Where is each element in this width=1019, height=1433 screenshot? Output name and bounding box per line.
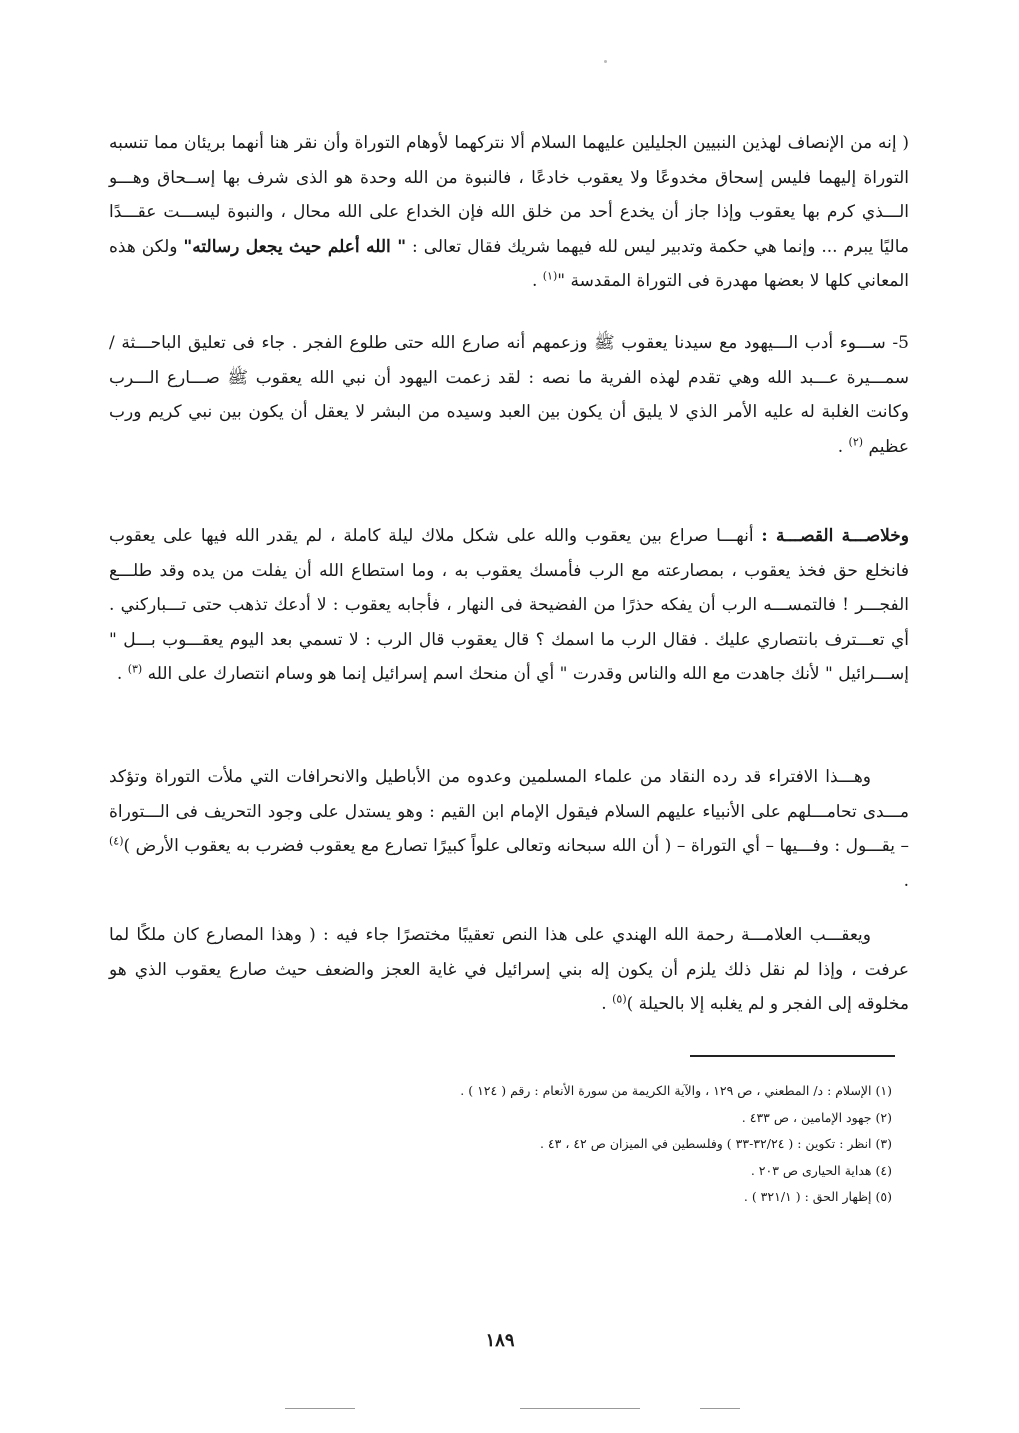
- scan-dot: [604, 60, 607, 63]
- paragraph-2-text: 5- ســـوء أدب الـــيهود مع سيدنا يعقوب ﷺ وزعمهم أنه صارع الله حتى طلوع الفجر . جاء فى تعليق الباحـــثة / سمـــيرة عـــبد الله وهي تقدم لهذه الفرية ما نصه : لقد زعمت اليهود أن نبي الله يعقوب ﷺ صـــارع الـــرب وكانت الغلبة له عليه الأمر الذي لا يليق أن يكون بين العبد وسيده من البشر لا يعقل أن يكون بين نبي كريم ورب عظيم: [109, 333, 909, 457]
- scan-mark: [520, 1408, 640, 1409]
- footnote-ref-5: (٥): [612, 992, 627, 1006]
- footnotes: [292, 1078, 892, 1211]
- end-punct: .: [837, 436, 844, 457]
- scan-mark: [700, 1408, 740, 1409]
- footnote-1: (١) الإسلام : د/ المطعني ، ص ١٢٩ ، والآية الكريمة من سورة الأنعام : رقم ( ١٢٤ ) .: [460, 1083, 892, 1098]
- paragraph-1-text: ( إنه من الإنصاف لهذين النبيين الجليلين عليهما السلام ألا نتركهما لأوهام التوراة وأن نقر هنا أنهما بريئان مما تنسبه التوراة إليهما فليس إسحاق مخدوعًا ولا يعقوب خادعًا ، فالنبوة من الله وحدة هو الذى شرف بها إســحاق وهـــو الـــذي كرم بها يعقوب وإذا جاز أن يخدع أحد من خلق الله فإن الخداع على الله محال ، والنبوة ليســـت عقـــدًا ماليًا يبرم ... وإنما هي حكمة وتدبير ليس لله فيهما شريك فقال تعالى :: [109, 133, 909, 257]
- end-punct: .: [601, 994, 607, 1014]
- footnote-3: (٣) انظر : تكوين : ( ٣٢/٢٤-٣٣ ) وفلسطين في الميزان ص ٤٢ ، ٤٣ .: [539, 1136, 892, 1151]
- footnote-ref-2: (٢): [848, 434, 864, 448]
- summary-heading: وخلاصـــة القصـــة :: [761, 526, 910, 546]
- paragraph-4-text: وهـــذا الافتراء قد رده النقاد من علماء المسلمين وعدوه من الأباطيل والانحرافات التي ملأت التوراة وتؤكد مـــدى تحامـــلهم على الأنبياء عليهم السلام فيقول الإمام ابن القيم : وهو يستدل على وجود التحريف فى الـــتوراة – يقـــول : وفـــيها – أي التوراة – ( أن الله سبحانه وتعالى علواً كبيرًا تصارع مع يعقوب فضرب به يعقوب الأرض ): [109, 767, 909, 856]
- paragraph-3-text: أنهـــا صراع بين يعقوب والله على شكل ملاك ليلة كاملة ، لم يقدر الله فيها على يعقوب فانخلع حق فخذ يعقوب ، بمصارعته مع الرب فأمسك يعقوب به ، وما استطاع الله أن يفلت من يده وقد طلـــع الفجـــر ! فالتمســـه الرب أن يفكه حذرًا من الفضيحة فى النهار ، فأجابه يعقوب : لا أدعك تذهب حتى تـــباركني . أي تعـــترف بانتصاري عليك . فقال الرب ما اسمك ؟ قال يعقوب قال الرب : لا تسمي بعد اليوم يعقـــوب بـــل " إســـرائيل " لأنك جاهدت مع الله والناس وقدرت " أي أن منحك اسم إسرائيل إنما هو وسام انتصارك على الله: [109, 526, 909, 684]
- footnote-ref-4: (٤): [109, 834, 124, 848]
- paragraph-1-tail: ولكن هذه المعاني كلها لا بعضها مهدرة فى التوراة المقدسة ": [109, 236, 909, 291]
- end-punct: .: [531, 271, 538, 291]
- scan-mark: [285, 1408, 355, 1409]
- paragraph-4: [109, 760, 909, 898]
- page-number: ١٨٩: [485, 1330, 515, 1351]
- end-punct: .: [116, 664, 123, 684]
- footnote-ref-3: (٣): [127, 662, 143, 676]
- paragraph-1: [109, 126, 909, 299]
- paragraph-5-text: ويعقـــب العلامـــة رحمة الله الهندي على هذا النص تعقيبًا مختصرًا جاء فيه : ( وهذا المصارع كان ملكًا لما عرفت ، وإذا لم نقل ذلك يلزم أن يكون إله بني إسرائيل في غاية العجز والضعف حيث صارع يعقوب الذي هو مخلوقه إلى الفجر و لم يغلبه إلا بالحيلة ): [109, 925, 909, 1014]
- footnote-4: (٤) هداية الحيارى ص ٢٠٣ .: [750, 1162, 892, 1178]
- footnote-separator: [690, 1055, 895, 1057]
- paragraph-5: [109, 918, 909, 1022]
- paragraph-2: [109, 326, 909, 464]
- footnote-5: (٥) إظهار الحق : ( ٣٢١/١ ) .: [743, 1189, 892, 1204]
- scan-edge-marks: [0, 1408, 1019, 1412]
- footnote-2: (٢) جهود الإمامين ، ص ٤٣٣ .: [741, 1109, 892, 1125]
- quran-quote: " الله أعلم حيث يجعل رسالته": [183, 236, 407, 257]
- footnote-ref-1: (١): [542, 269, 558, 283]
- paragraph-3: [109, 519, 909, 692]
- end-punct: .: [903, 870, 909, 891]
